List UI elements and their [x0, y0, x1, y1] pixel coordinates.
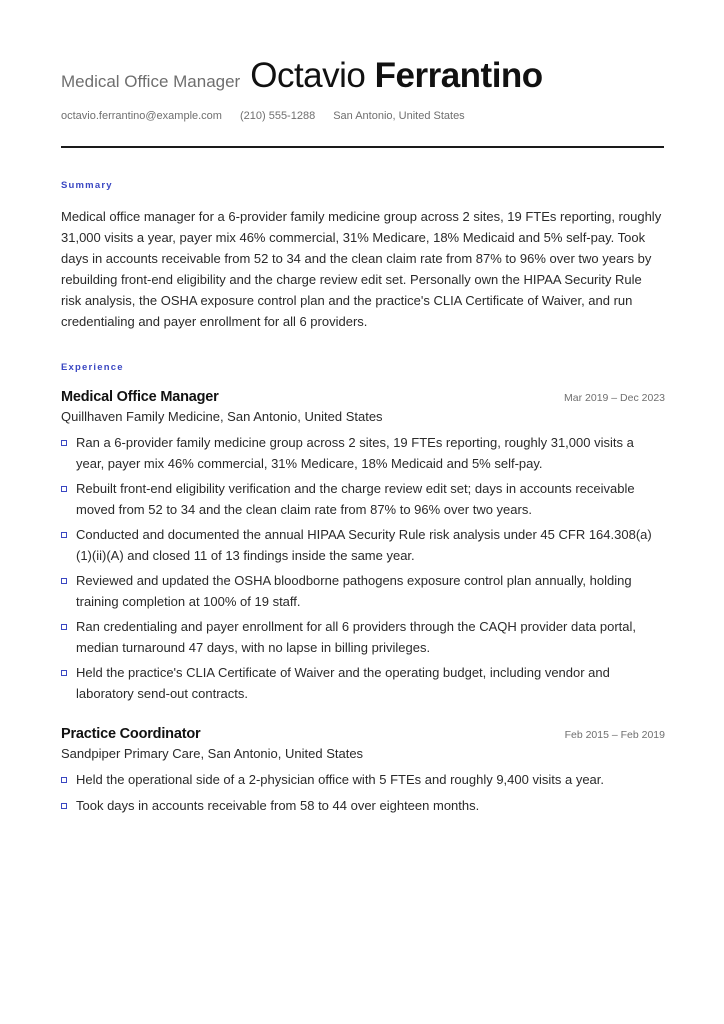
list-item: [61, 433, 665, 474]
bullet-text: Reviewed and updated the OSHA bloodborne pathogens exposure control plan annually, holding training completion at 100% of 19 staff.: [76, 573, 632, 609]
title-row: [61, 56, 665, 96]
list-item: [61, 663, 665, 704]
job-entry: [61, 726, 665, 821]
list-item: [61, 571, 665, 612]
first-name: Octavio: [250, 56, 366, 95]
job-bullets: [61, 770, 665, 816]
job-entry: [61, 389, 665, 709]
square-bullet-icon: [61, 670, 67, 676]
square-bullet-icon: [61, 803, 67, 809]
job-company: Sandpiper Primary Care, San Antonio, United States: [61, 746, 364, 761]
square-bullet-icon: [61, 578, 67, 584]
job-head: [61, 389, 665, 405]
list-item: [61, 525, 665, 566]
job-dates: Mar 2019 – Dec 2023: [564, 392, 665, 404]
bullet-text: Conducted and documented the annual HIPAA Security Rule risk analysis under 45 CFR 164.308(a)(1)(ii)(A) and closed 11 of 13 findings inside the same year.: [76, 527, 652, 563]
list-item: [61, 796, 665, 817]
square-bullet-icon: [61, 486, 67, 492]
bullet-text: Held the practice's CLIA Certificate of Waiver and the operating budget, including vendor and laboratory send-out contracts.: [76, 665, 610, 701]
job-dates: Feb 2015 – Feb 2019: [564, 729, 665, 741]
full-name: [250, 56, 542, 96]
bullet-text: Ran a 6-provider family medicine group across 2 sites, 19 FTEs reporting, roughly 31,000 visits a year, payer mix 46% commercial, 31% Medicare, 18% Medicaid and 5% self-pay.: [76, 435, 634, 471]
bullet-text: Rebuilt front-end eligibility verification and the charge review edit set; days in accounts receivable moved from 52 to 34 and the clean claim rate from 87% to 96% over two years.: [76, 481, 635, 517]
summary-text: Medical office manager for a 6-provider family medicine group across 2 sites, 19 FTEs reporting, roughly 31,000 visits a year, payer mix 46% commercial, 31% Medicare, 18% Medicaid and 5% self-pay. Took days in accounts receivable from 52 to 34 and the clean claim rate from 87% to 96% over two years by rebuilding front-end eligibility and the charge review edit set. Personally own the HIPAA Security Rule risk analysis, the OSHA exposure control plan and the practice's CLIA Certificate of Waiver, and run credentialing and payer enrollment for all 6 providers.: [61, 209, 662, 329]
phone[interactable]: (210) 555-1288: [239, 110, 316, 122]
bullet-text: Ran credentialing and payer enrollment for all 6 providers through the CAQH provider data portal, median turnaround 47 days, with no lapse in billing privileges.: [76, 619, 637, 655]
list-item: [61, 479, 665, 520]
square-bullet-icon: [61, 777, 67, 783]
resume-header: [61, 56, 665, 122]
list-item: [61, 617, 665, 658]
square-bullet-icon: [61, 532, 67, 538]
bullet-text: Took days in accounts receivable from 58 to 44 over eighteen months.: [76, 797, 480, 813]
job-head: [61, 726, 665, 742]
contact-line: [61, 110, 665, 122]
job-title: Medical Office Manager: [61, 72, 241, 91]
email[interactable]: octavio.ferrantino@example.com: [61, 110, 222, 122]
location: San Antonio, United States: [333, 110, 465, 122]
experience-heading: Experience: [61, 362, 124, 373]
square-bullet-icon: [61, 624, 67, 630]
job-role: Medical Office Manager: [61, 389, 219, 405]
list-item: [61, 770, 665, 791]
square-bullet-icon: [61, 440, 67, 446]
job-role: Practice Coordinator: [61, 726, 201, 742]
job-bullets: [61, 433, 665, 704]
summary-heading: Summary: [61, 180, 113, 191]
job-company: Quillhaven Family Medicine, San Antonio, United States: [61, 409, 383, 424]
header-divider: [61, 146, 664, 148]
last-name: Ferrantino: [374, 56, 543, 95]
bullet-text: Held the operational side of a 2-physician office with 5 FTEs and roughly 9,400 visits a year.: [76, 772, 604, 787]
